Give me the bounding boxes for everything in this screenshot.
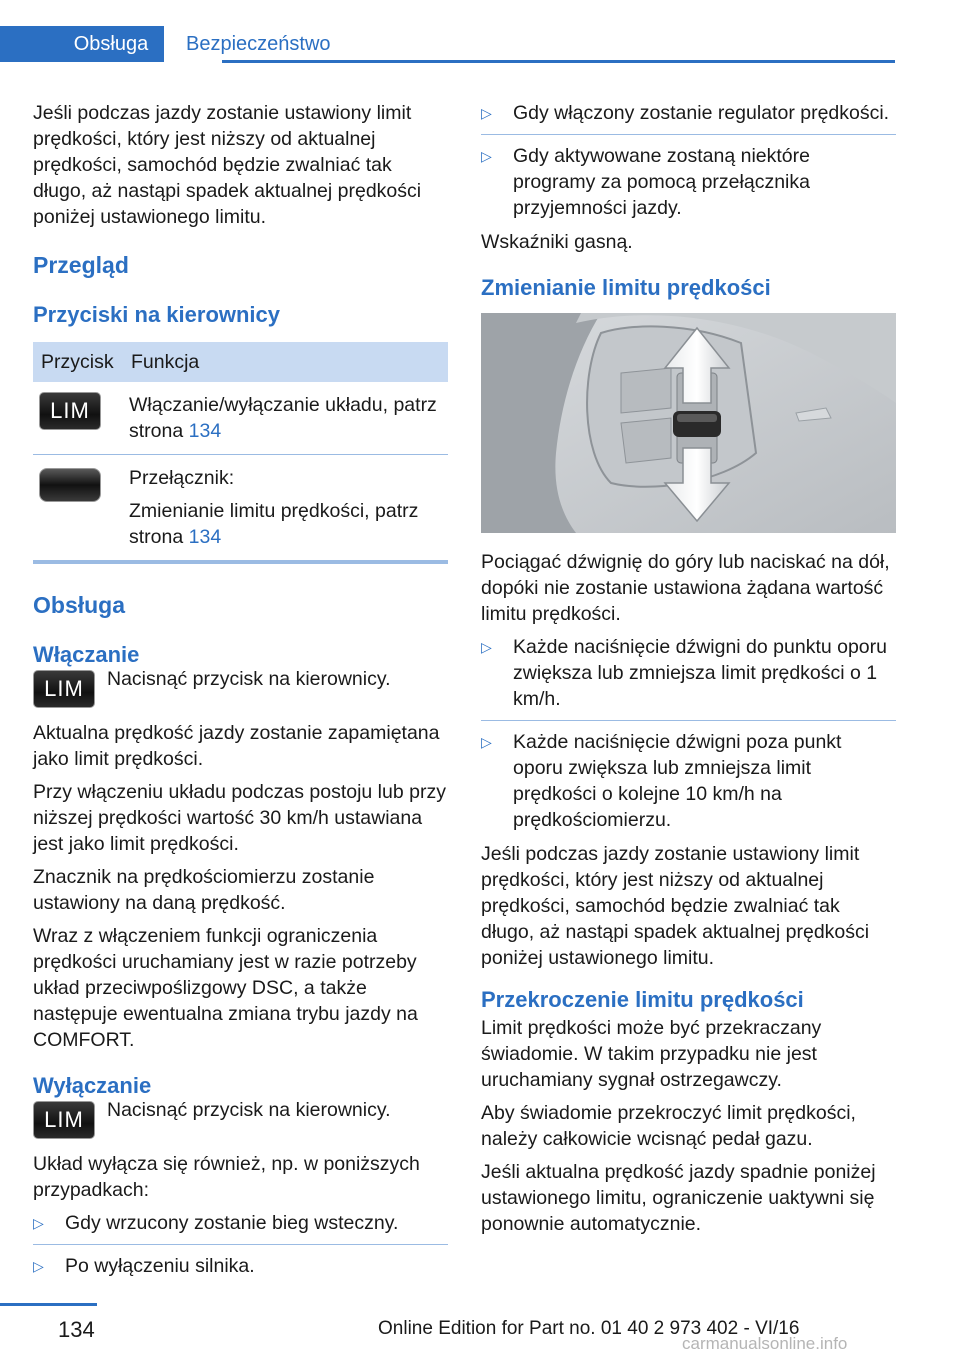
list-item: ▷ Gdy wrzucony zostanie bieg wsteczny. bbox=[33, 1212, 399, 1234]
triangle-bullet-icon: ▷ bbox=[481, 639, 492, 655]
triangle-bullet-icon: ▷ bbox=[481, 105, 492, 121]
tab-bezpieczenstwo[interactable]: Bezpieczeństwo bbox=[186, 33, 331, 55]
table-row bbox=[33, 382, 448, 455]
exceed-paragraph-2: Aby świadomie przekroczyć limit prędkości, należy całkowicie wcisnąć pedał gazu. bbox=[481, 1102, 856, 1150]
heading-overview: Przegląd bbox=[33, 252, 129, 278]
heading-steering-buttons: Przyciski na kierownicy bbox=[33, 302, 281, 327]
heading-switch-on: Włączanie bbox=[33, 642, 140, 667]
triangle-bullet-icon: ▷ bbox=[481, 148, 492, 164]
list-item: ▷ Gdy aktywowane zostaną niektóre programy za pomocą przełącznika przyjemności jazdy. bbox=[481, 145, 810, 219]
divider bbox=[481, 134, 896, 135]
on-paragraph-2: Przy włączeniu układu podczas postoju lub przy niższej prędkości wartość 30 km/h ustawiana jest jako limit prędkości. bbox=[33, 781, 446, 855]
on-paragraph-1: Aktualna prędkość jazdy zostanie zapamiętana jako limit prędkości. bbox=[33, 722, 440, 770]
heading-exceed-limit: Przekroczenie limitu prędkości bbox=[481, 987, 804, 1012]
watermark: carmanualsonline.info bbox=[682, 1334, 848, 1353]
section-tabs bbox=[0, 26, 361, 62]
edition-note: Online Edition for Part no. 01 40 2 973 402 - VI/16 bbox=[378, 1318, 800, 1339]
divider bbox=[481, 720, 896, 721]
on-paragraph-4: Wraz z włączeniem funkcji ograniczenia prędkości uruchamiany jest w razie potrzeby układ przeciwpoślizgowy DSC, a także następuje ewentualna zmiana trybu jazdy na COMFORT. bbox=[33, 925, 418, 1051]
list-item: ▷ Każde naciśnięcie dźwigni poza punkt oporu zwiększa lub zmniejsza limit prędkości o kolejne 10 km/h na prędkościomierzu. bbox=[481, 731, 842, 831]
on-press-text: Nacisnąć przycisk na kierownicy. bbox=[107, 668, 391, 690]
steering-wheel-illustration bbox=[481, 313, 896, 533]
list-item: ▷ Każde naciśnięcie dźwigni do punktu oporu zwiększa lub zmniejsza limit prędkości o 1 km/h. bbox=[481, 636, 887, 710]
row1-function: Włączanie/wyłączanie układu, patrz strona bbox=[129, 394, 437, 442]
divider bbox=[33, 1244, 448, 1245]
table-row bbox=[33, 455, 448, 563]
footer-rule bbox=[0, 1303, 97, 1306]
heading-operation: Obsługa bbox=[33, 592, 126, 618]
list-item: ▷ Po wyłączeniu silnika. bbox=[33, 1255, 255, 1277]
exceed-paragraph-1: Limit prędkości może być przekraczany świadomie. W takim przypadku nie jest uruchamiany sygnał ostrzegawczy. bbox=[481, 1017, 822, 1091]
page-number: 134 bbox=[58, 1317, 95, 1342]
off-press-text: Nacisnąć przycisk na kierownicy. bbox=[107, 1099, 391, 1121]
list-item: ▷ Gdy włączony zostanie regulator prędkości. bbox=[481, 102, 890, 124]
off-paragraph-1: Układ wyłącza się również, np. w poniższych przypadkach: bbox=[33, 1153, 420, 1201]
lim-button-icon: LIM bbox=[33, 1101, 95, 1139]
change-paragraph-2: Jeśli podczas jazdy zostanie ustawiony limit prędkości, który jest niższy od aktualnej prędkości, samochód będzie zwalniać tak długo, aż nastąpi spadek aktualnej prędkości poniżej ustawionego limitu. bbox=[481, 843, 870, 969]
triangle-bullet-icon: ▷ bbox=[33, 1258, 44, 1274]
right-column bbox=[481, 100, 896, 1244]
tab-underline bbox=[222, 60, 895, 63]
change-paragraph-1: Pociągać dźwignię do góry lub naciskać na dół, dopóki nie zostanie ustawiona żądana wartość limitu prędkości. bbox=[481, 551, 890, 625]
on-paragraph-3: Znacznik na prędkościomierzu zostanie ustawiony na daną prędkość. bbox=[33, 866, 375, 914]
triangle-bullet-icon: ▷ bbox=[481, 734, 492, 750]
indicators-off: Wskaźniki gasną. bbox=[481, 231, 633, 253]
lim-button-icon: LIM bbox=[33, 670, 95, 708]
col-header-function: Funkcja bbox=[123, 342, 448, 382]
rocker-switch-icon bbox=[39, 468, 101, 502]
page-link-134[interactable]: 134 bbox=[188, 420, 222, 442]
tab-obsluga[interactable]: Obsługa bbox=[0, 26, 164, 62]
col-header-button: Przycisk bbox=[33, 342, 123, 382]
row2-function-title: Przełącznik: bbox=[129, 467, 235, 489]
row2-function: Zmienianie limitu prędkości, patrz strona bbox=[129, 500, 419, 548]
heading-switch-off: Wyłączanie bbox=[33, 1073, 152, 1098]
page-link-134[interactable]: 134 bbox=[188, 526, 222, 548]
left-column bbox=[33, 100, 448, 1287]
intro-paragraph: Jeśli podczas jazdy zostanie ustawiony limit prędkości, który jest niższy od aktualnej prędkości, samochód będzie zwalniać tak długo, aż nastąpi spadek aktualnej prędkości poniżej ustawionego limitu. bbox=[33, 102, 422, 228]
triangle-bullet-icon: ▷ bbox=[33, 1215, 44, 1231]
heading-change-limit: Zmienianie limitu prędkości bbox=[481, 275, 771, 300]
exceed-paragraph-3: Jeśli aktualna prędkość jazdy spadnie poniżej ustawionego limitu, ograniczenie uaktywni się ponownie automatycznie. bbox=[481, 1161, 876, 1235]
buttons-table bbox=[33, 342, 448, 564]
lim-button-icon: LIM bbox=[39, 392, 101, 430]
